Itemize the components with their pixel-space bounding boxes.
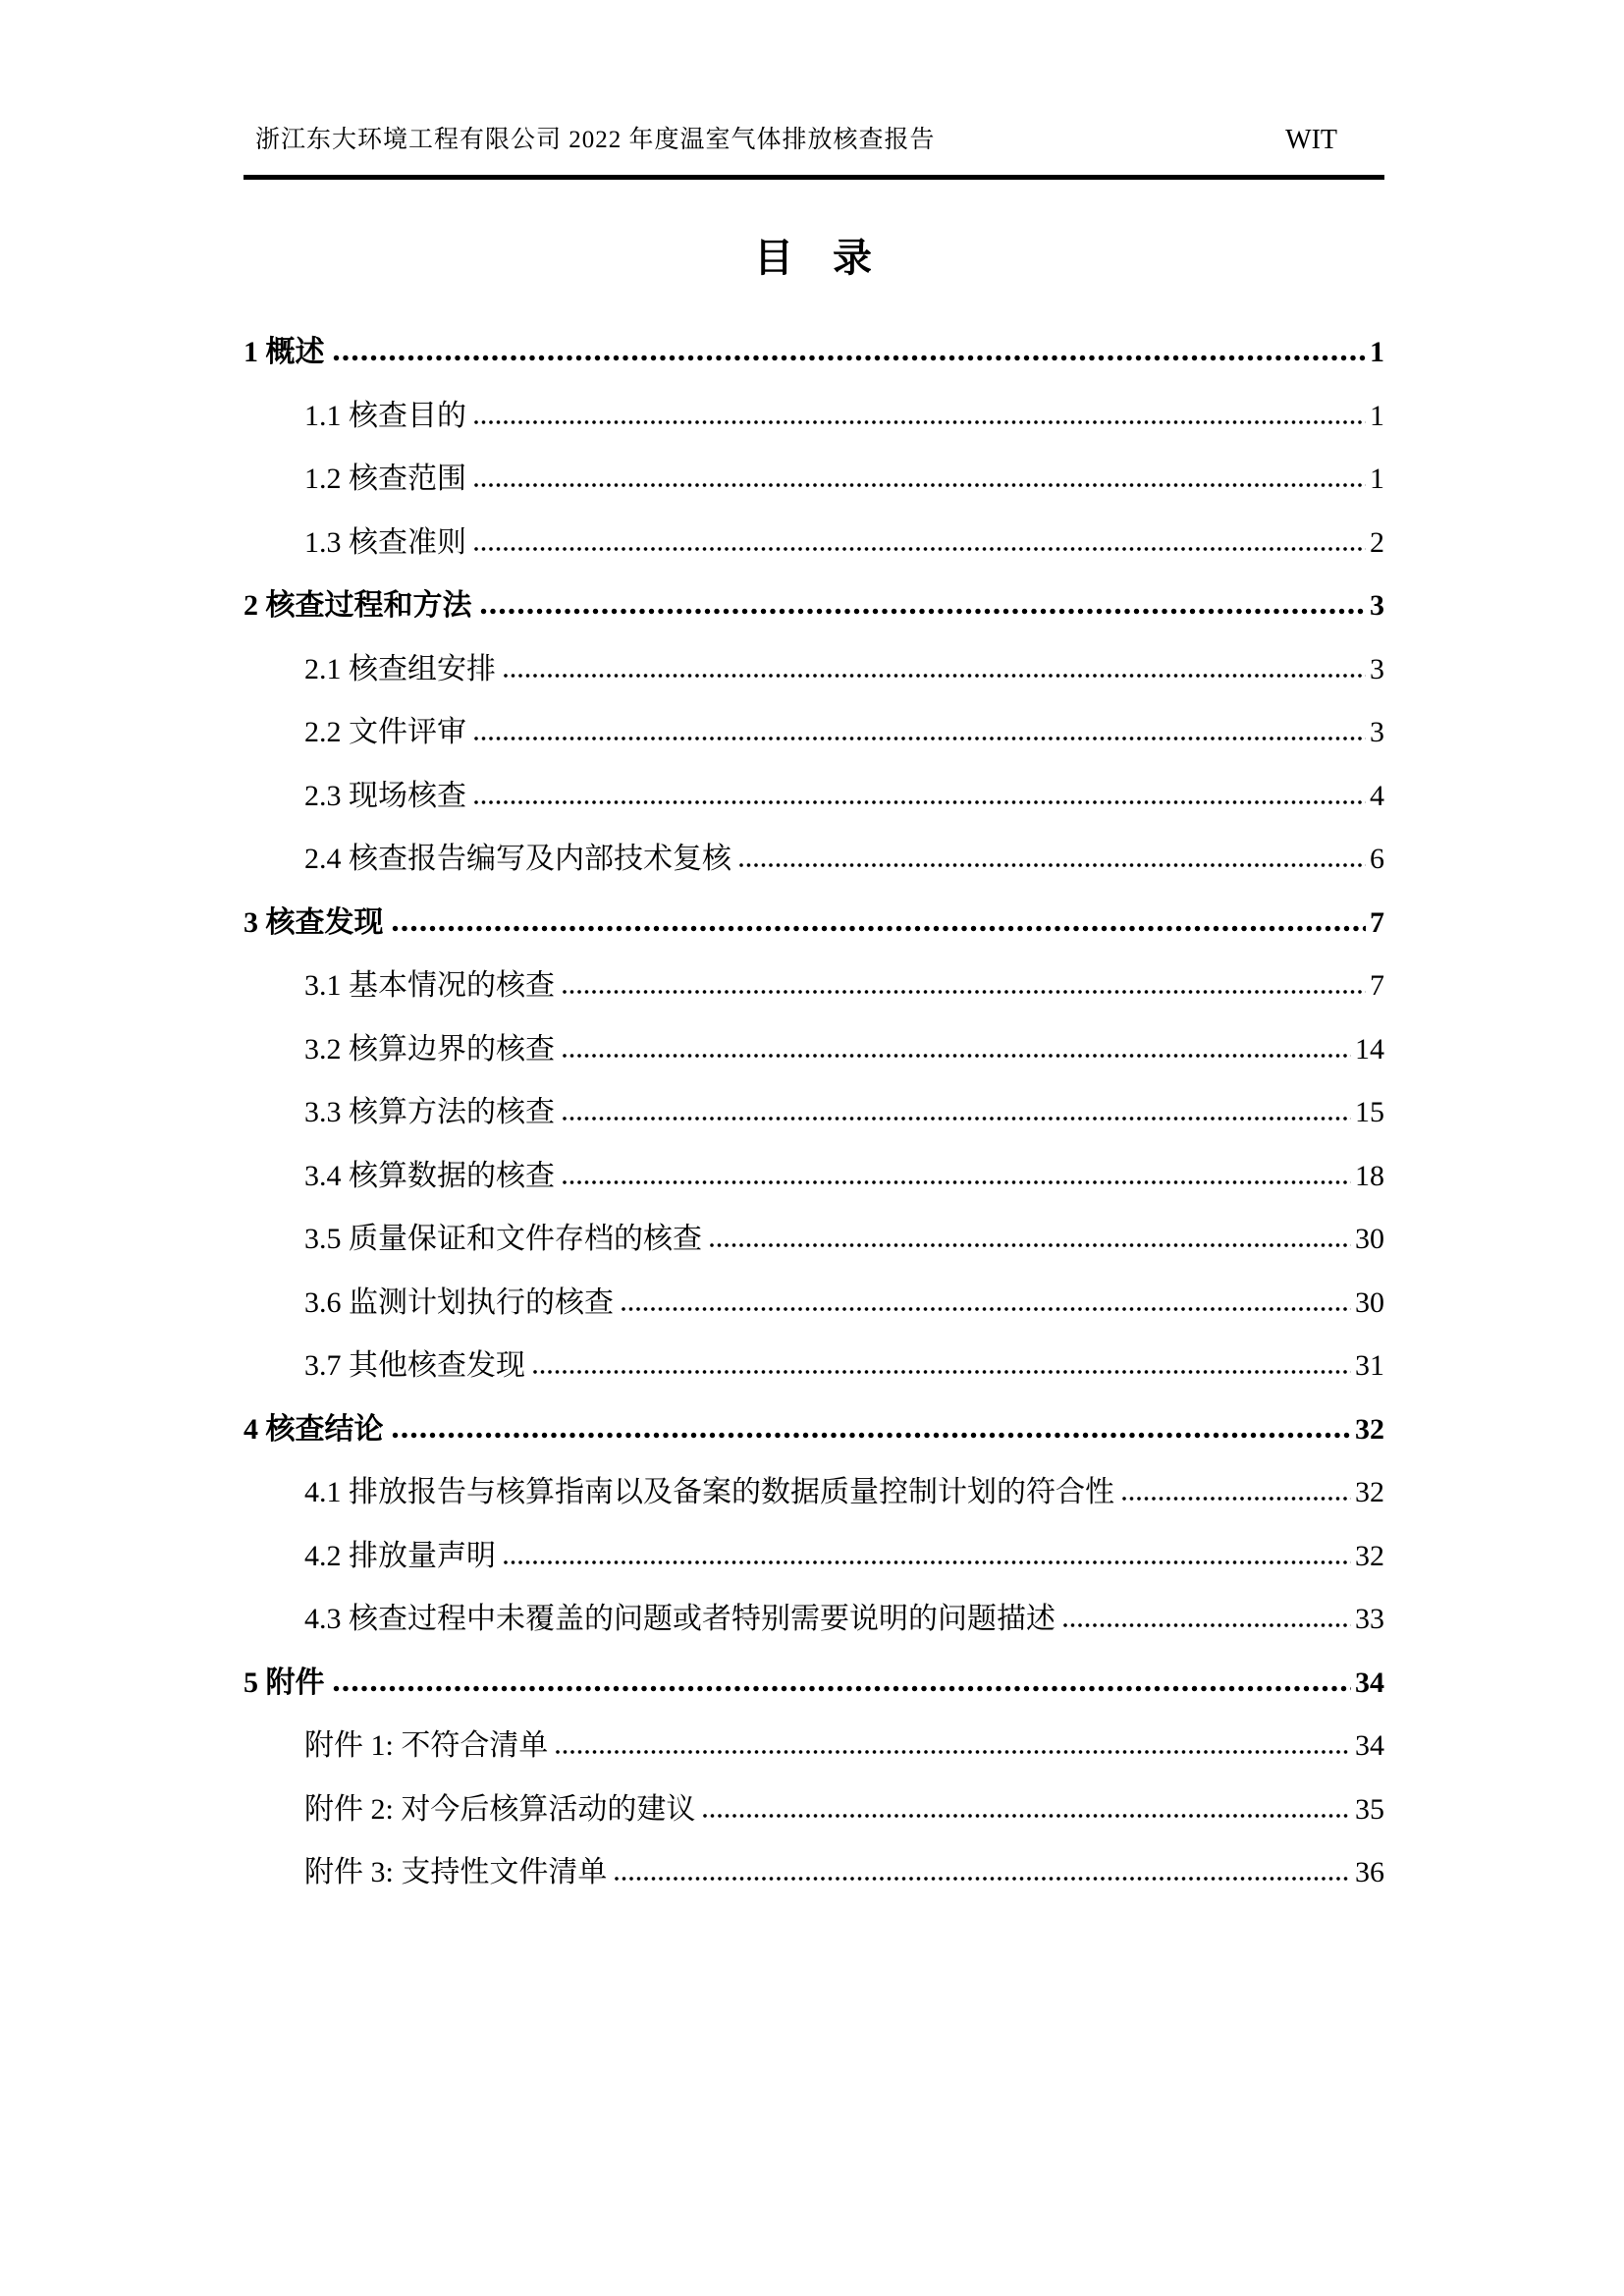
toc-entry-page: 35 [1355,1792,1384,1826]
toc-entry-page: 7 [1370,969,1384,1002]
toc-entry-label: 5 附件 [244,1666,325,1699]
toc-dot-leader [621,1306,1351,1312]
toc-entry-page: 18 [1355,1159,1384,1192]
toc-entry-appendix-2[interactable] [244,1778,1384,1842]
toc-dot-leader [562,1053,1351,1059]
toc-dot-leader [473,482,1366,488]
toc-dot-leader [562,1179,1351,1185]
toc-entry-appendix-1[interactable] [244,1715,1384,1778]
toc-dot-leader [391,925,1367,932]
toc-dot-leader [473,546,1366,552]
toc-entry-3-6[interactable] [244,1272,1384,1336]
toc-dot-leader [1062,1622,1351,1628]
toc-entry-page: 1 [1370,463,1384,495]
toc-entry-page: 30 [1355,1285,1384,1319]
toc-entry-3-1[interactable] [244,955,1384,1018]
toc-entry-4-2[interactable] [244,1525,1384,1589]
toc-entry-2-3[interactable] [244,765,1384,829]
toc-entry-page: 36 [1355,1856,1384,1888]
toc-entry-page: 34 [1355,1729,1384,1762]
toc-dot-leader [562,989,1366,995]
toc-entry-label: 3.4 核算数据的核查 [304,1159,555,1192]
toc-entry-page: 32 [1355,1476,1384,1508]
toc-entry-label: 附件 2: 对今后核算活动的建议 [304,1792,696,1826]
toc-entry-4-3[interactable] [244,1588,1384,1652]
toc-entry-page: 14 [1355,1032,1384,1066]
toc-entry-2-1[interactable] [244,638,1384,702]
toc-page-title: 目 录 [754,236,874,280]
toc-entry-label: 1.2 核查范围 [304,463,466,495]
toc-dot-leader [532,1369,1351,1375]
toc-dot-leader [332,1685,1352,1692]
toc-dot-leader [562,1116,1351,1121]
toc-entry-5[interactable] [244,1652,1384,1716]
page-header [244,0,1384,157]
toc-entry-3[interactable] [244,892,1384,956]
toc-entry-page: 32 [1355,1412,1384,1446]
toc-entry-page: 31 [1355,1349,1384,1382]
toc-entry-2[interactable] [244,574,1384,638]
toc-entry-4-1[interactable] [244,1461,1384,1525]
toc-entry-3-7[interactable] [244,1335,1384,1398]
toc-entry-page: 6 [1370,843,1384,875]
toc-dot-leader [503,1559,1351,1565]
toc-entry-label: 附件 1: 不符合清单 [304,1729,549,1762]
toc-entry-label: 3 核查发现 [244,905,384,939]
toc-entry-page: 1 [1370,336,1384,368]
toc-entry-label: 1 概述 [244,336,325,368]
toc-dot-leader [503,673,1366,679]
toc-dot-leader [479,608,1367,615]
toc-dot-leader [332,355,1367,361]
toc-entry-page: 30 [1355,1223,1384,1255]
toc-entry-page: 4 [1370,779,1384,812]
toc-entry-label: 2.1 核查组安排 [304,652,496,685]
toc-entry-label: 4.2 排放量声明 [304,1539,496,1572]
toc-entry-label: 2.4 核查报告编写及内部技术复核 [304,843,731,875]
toc-entry-3-2[interactable] [244,1018,1384,1082]
toc-entry-label: 3.2 核算边界的核查 [304,1032,555,1066]
toc-dot-leader [738,862,1366,868]
toc-entry-1-3[interactable] [244,512,1384,575]
header-logo-text: WIT [1285,125,1337,155]
toc-entry-1-1[interactable] [244,385,1384,449]
toc-entry-3-3[interactable] [244,1081,1384,1145]
toc-entry-page: 15 [1355,1096,1384,1128]
toc-entry-1-2[interactable] [244,448,1384,512]
toc-entry-2-2[interactable] [244,701,1384,765]
toc-dot-leader [473,799,1366,805]
toc-entry-page: 3 [1370,652,1384,685]
toc-dot-leader [473,736,1366,741]
toc-dot-leader [702,1813,1351,1819]
header-divider [244,175,1384,180]
toc-entry-page: 32 [1355,1539,1384,1572]
toc-dot-leader [614,1876,1351,1882]
toc-dot-leader [391,1432,1352,1439]
toc-entry-label: 4.1 排放报告与核算指南以及备案的数据质量控制计划的符合性 [304,1476,1114,1508]
toc-entry-label: 2.2 文件评审 [304,716,466,748]
toc-entry-3-4[interactable] [244,1145,1384,1209]
toc-entry-page: 2 [1370,525,1384,559]
document-header-title: 浙江东大环境工程有限公司 2022 年度温室气体排放核查报告 [255,127,936,153]
toc-dot-leader [473,419,1366,425]
toc-entry-label: 1.1 核查目的 [304,399,466,432]
toc-entry-page: 3 [1370,589,1384,622]
toc-entry-page: 7 [1370,905,1384,939]
toc-list [244,321,1384,1905]
toc-entry-2-4[interactable] [244,828,1384,892]
toc-entry-label: 4.3 核查过程中未覆盖的问题或者特别需要说明的问题描述 [304,1603,1056,1635]
toc-entry-label: 3.1 基本情况的核查 [304,969,555,1002]
toc-entry-label: 2.3 现场核查 [304,779,466,812]
toc-dot-leader [555,1749,1351,1755]
toc-entry-label: 3.3 核算方法的核查 [304,1096,555,1128]
toc-entry-4[interactable] [244,1398,1384,1462]
toc-entry-page: 33 [1355,1603,1384,1635]
toc-entry-1[interactable] [244,321,1384,385]
toc-entry-3-5[interactable] [244,1208,1384,1272]
toc-entry-label: 3.7 其他核查发现 [304,1349,525,1382]
toc-entry-label: 3.6 监测计划执行的核查 [304,1285,614,1319]
toc-entry-label: 1.3 核查准则 [304,525,466,559]
toc-entry-label: 2 核查过程和方法 [244,589,472,622]
toc-entry-page: 34 [1355,1666,1384,1699]
toc-dot-leader [709,1242,1351,1248]
toc-entry-label: 4 核查结论 [244,1412,384,1446]
toc-entry-page: 1 [1370,399,1384,432]
toc-entry-appendix-3[interactable] [244,1841,1384,1905]
toc-entry-label: 3.5 质量保证和文件存档的核查 [304,1223,702,1255]
toc-dot-leader [1121,1496,1351,1502]
toc-entry-page: 3 [1370,716,1384,748]
toc-entry-label: 附件 3: 支持性文件清单 [304,1856,608,1888]
